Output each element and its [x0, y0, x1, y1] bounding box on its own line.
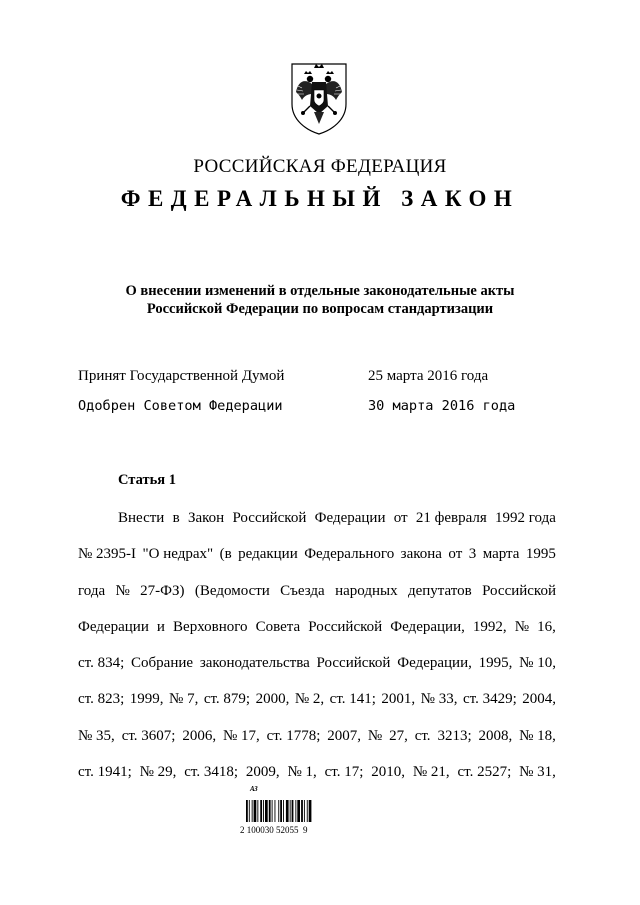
adoption-label-federation-council: Одобрен Советом Федерации — [78, 398, 283, 414]
barcode — [244, 786, 328, 846]
article-word: Закон — [187, 510, 225, 526]
article-word: № 2395-I — [78, 546, 137, 563]
adoption-date-duma: 25 марта 2016 года — [368, 368, 489, 384]
article-line — [78, 687, 556, 723]
article-word: Съезда — [280, 582, 325, 599]
article-word: 1999, — [129, 691, 164, 708]
adoption-date-federation-council: 30 марта 2016 года — [368, 398, 516, 414]
article-word: ст. 3429; — [462, 691, 517, 708]
article-word: законодательства — [199, 655, 310, 672]
article-word: 2010, — [371, 764, 405, 781]
article-word: ст. — [414, 727, 431, 744]
barcode-number: 2 100030 52055 9 — [240, 825, 308, 835]
adoption-label-duma: Принят Государственной Думой — [78, 368, 285, 384]
article-word: ст. 3418; — [184, 764, 239, 781]
article-word: закона — [400, 546, 442, 563]
article-word: 1995 — [525, 546, 556, 563]
article-word: народных — [335, 582, 398, 599]
article-word: (в — [219, 546, 232, 563]
article-word: 2001, — [381, 691, 416, 708]
article-word: 2004, — [522, 691, 556, 708]
barcode-bar — [278, 800, 279, 822]
barcode-bar — [301, 800, 303, 822]
article-word: редакции — [238, 546, 298, 563]
article-word: от — [448, 546, 463, 563]
barcode-bar — [286, 800, 289, 822]
article-word: Федерации — [314, 510, 386, 526]
article-word: в — [172, 510, 180, 526]
barcode-bar — [292, 800, 294, 822]
article-body — [78, 506, 556, 796]
article-line — [78, 506, 556, 542]
article-word: "О недрах" — [142, 546, 214, 563]
article-word: 3213; — [437, 727, 472, 744]
article-word: 1995, — [478, 655, 513, 672]
article-word: № 1, — [287, 764, 317, 781]
law-title-line-2: Российской Федерации по вопросам стандартизации — [146, 301, 494, 317]
article-word: 1992, — [472, 618, 507, 635]
article-line — [78, 542, 556, 578]
article-word: 16, — [537, 618, 556, 635]
article-word: Российской — [232, 510, 307, 526]
article-word: № 7, — [169, 691, 199, 708]
law-title-line-1: О внесении изменений в отдельные законодательные акты — [125, 283, 515, 299]
barcode-bar — [249, 800, 250, 822]
article-word: Внести — [118, 510, 165, 526]
article-word: Российской — [308, 618, 383, 635]
article-line — [78, 724, 556, 760]
barcode-bar — [280, 800, 282, 822]
article-word: 27, — [389, 727, 408, 744]
article-word: Федерации — [78, 618, 149, 635]
article-word: № 29, — [139, 764, 177, 781]
article-word: от — [393, 510, 408, 526]
barcode-logo: АЗ — [250, 785, 258, 793]
article-line — [78, 651, 556, 687]
barcode-bar — [307, 800, 308, 822]
article-word: и — [156, 618, 165, 635]
article-word: Собрание — [131, 655, 194, 672]
article-word: № 31, — [519, 764, 556, 781]
article-word: ст. 3607; — [121, 727, 176, 744]
article-word: ст. 1778; — [266, 727, 321, 744]
article-word: 2007, — [327, 727, 362, 744]
article-word: Российской — [316, 655, 391, 672]
article-word: № 33, — [420, 691, 458, 708]
country-name: РОССИЙСКАЯ ФЕДЕРАЦИЯ — [193, 156, 447, 177]
barcode-bar — [263, 800, 264, 822]
article-word: ст. 823; — [78, 691, 125, 708]
article-word: (Ведомости — [194, 582, 270, 599]
article-word: № 2, — [294, 691, 325, 708]
article-word: 2009, — [245, 764, 280, 781]
article-word: № 35, — [78, 727, 115, 744]
barcode-bar — [254, 800, 257, 822]
barcode-bar — [304, 800, 305, 822]
article-line — [78, 615, 556, 651]
article-word: Федерального — [304, 546, 395, 563]
article-line — [78, 579, 556, 615]
barcode-bar — [260, 800, 262, 822]
document-type-title: ФЕДЕРАЛЬНЫЙ ЗАКОН — [120, 186, 520, 211]
article-word: Федерации, — [397, 655, 472, 672]
article-word: марта — [482, 546, 520, 563]
article-word: Федерации, — [390, 618, 465, 635]
barcode-bar — [295, 800, 296, 822]
barcode-bar — [297, 800, 300, 822]
barcode-bar — [246, 800, 248, 822]
article-word: ст. 879; — [203, 691, 251, 708]
article-word: ст. 17; — [324, 764, 364, 781]
article-word: 3 — [468, 546, 477, 563]
article-word: ст. 1941; — [78, 764, 132, 781]
article-heading: Статья 1 — [118, 472, 176, 488]
barcode-bar — [265, 800, 268, 822]
barcode-bar — [275, 800, 276, 822]
barcode-bar — [269, 800, 271, 822]
law-title — [60, 282, 580, 318]
barcode-bar — [257, 800, 258, 822]
article-word: 21 февраля — [415, 510, 487, 526]
barcode-bar — [283, 800, 284, 822]
article-word: года — [78, 582, 106, 599]
article-word: 2008, — [478, 727, 513, 744]
article-word: 2000, — [255, 691, 290, 708]
coat-of-arms-emblem — [286, 60, 352, 136]
article-word: Совета — [255, 618, 301, 635]
article-word: 1992 года — [495, 510, 556, 526]
barcode-bar — [290, 800, 291, 822]
barcode-bar — [309, 800, 312, 822]
article-word: Верховного — [173, 618, 248, 635]
article-word: 27-ФЗ) — [140, 582, 185, 599]
article-word: Российской — [482, 582, 556, 599]
article-word: ст. 2527; — [457, 764, 512, 781]
article-word: № — [367, 727, 383, 744]
article-word: № — [514, 618, 530, 635]
article-word: № 21, — [412, 764, 450, 781]
article-word: 2006, — [182, 727, 217, 744]
article-word: № 10, — [519, 655, 556, 672]
article-word: депутатов — [407, 582, 472, 599]
article-word: ст. 834; — [78, 655, 125, 672]
barcode-bar — [252, 800, 253, 822]
article-word: ст. 141; — [329, 691, 376, 708]
article-word: № — [115, 582, 130, 599]
barcode-bar — [272, 800, 273, 822]
article-word: № 18, — [519, 727, 556, 744]
article-word: № 17, — [222, 727, 260, 744]
